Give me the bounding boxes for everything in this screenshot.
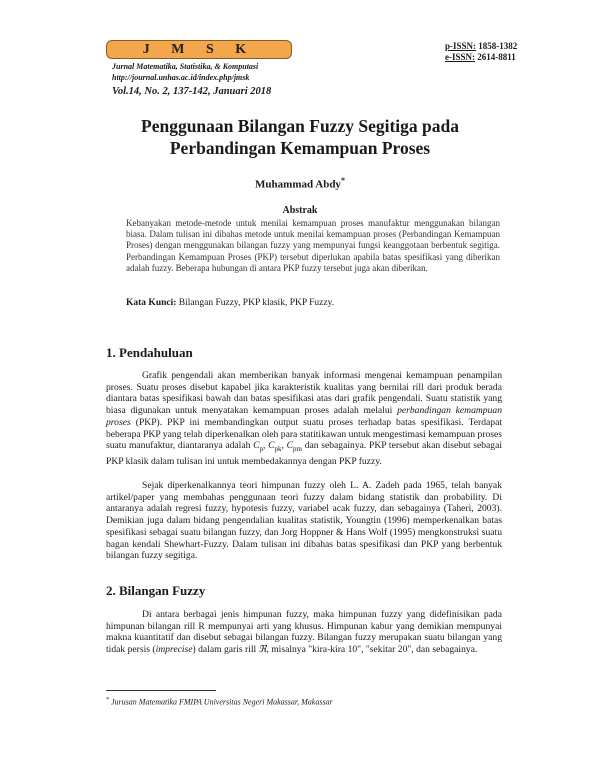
author xyxy=(100,176,500,191)
journal-name: Jurnal Matematika, Statistika, & Komputasi xyxy=(112,62,259,71)
e-issn-label: e-ISSN: xyxy=(445,52,476,62)
p1-text-c: sebagainya. PKP tersebut akan disebut sebagai PKP klasik dalam tulisan ini untuk membedakannya dengan PKP fuzzy. xyxy=(106,440,503,467)
paper-title xyxy=(100,115,500,159)
section-1-heading: 1. Pendahuluan xyxy=(106,345,193,360)
abstract-heading: Abstrak xyxy=(282,205,318,216)
e-issn-value: 2614-8811 xyxy=(477,52,516,62)
footnote xyxy=(106,697,333,707)
footnote-mark: * xyxy=(106,697,109,703)
section-2-heading: 2. Bilangan Fuzzy xyxy=(106,583,206,598)
author-footnote-mark: * xyxy=(340,176,345,185)
p1-text-b: (PKP). PKP ini membandingkan output suatu proses terhadap batas spesifikasi. Terdapat beberapa PKP yang telah diperkenalkan oleh para statitikawan untuk mengestimasi kemampuan proses suatu manufaktur, diantaranya adalah xyxy=(106,416,502,452)
s2-text-c: , misalnya "kira-kira 10", "sekitar 20", dan sebagainya. xyxy=(266,644,478,656)
p1-italic: perbandingan kemampuan proses xyxy=(106,405,502,428)
journal-url[interactable]: http://journal.unhas.ac.id/index.php/jmsk xyxy=(112,73,250,82)
s2-italic: imprecise xyxy=(155,644,193,656)
keywords-text: Bilangan Fuzzy, PKP klasik, PKP Fuzzy. xyxy=(178,298,335,308)
cpk-sub: pk xyxy=(274,445,282,454)
cpm-symbol: C xyxy=(286,440,294,452)
real-numbers-symbol: ℜ xyxy=(258,644,267,656)
section-1-paragraph-1: Grafik pengendali akan memberikan banyak informasi mengenai kemampuan penampilan proses. Suatu proses disebut kapabel jika karakteristik kualitas yang bernilai rill dari produk berada diantara batas spesifikasi bawah dan batas spesifikasi atas dari grafik pengendali. Suatu statistik yang biasa digunakan untuk menyatakan kemampuan proses adalah melalui perbandingan kemampuan proses (PKP). PKP ini membandingkan output suatu proses terhadap batas spesifikasi. Terdapat beberapa PKP yang telah diperkenalkan oleh para statitikawan untuk mengestimasi kemampuan proses suatu manufaktur, diantaranya adalah $C_p$, $C_{pk}$, $C_{pm}$ dan sebagainya. PKP tersebut akan disebut sebagai PKP klasik dalam tulisan ini untuk membedakannya dengan PKP fuzzy. xyxy=(106,370,503,467)
journal-logo: J M S K xyxy=(106,40,292,59)
cp-sub: p xyxy=(259,445,264,454)
cp-symbol: C xyxy=(253,440,260,452)
keywords-label: Kata Kunci: xyxy=(126,298,177,308)
s2-text-b: ) dalam garis rill xyxy=(192,644,257,656)
cpk-symbol: C xyxy=(268,440,275,452)
s2-text-a: Di antara berbagai jenis himpunan fuzzy, maka himpunan fuzzy yang didefinisikan pada himpunan bilangan rill R mempunyai arti yang khusus. Himpunan kabur yang demikian mempunyai makna kuantitatif dan disebut sebagai bilangan fuzzy. Bilangan fuzzy merupakan suatu bilangan yang tidak persis ( xyxy=(106,609,502,656)
title-line-2: Perbandingan Kemampuan Proses xyxy=(169,138,431,158)
title-line-1: Penggunaan Bilangan Fuzzy Segitiga pada xyxy=(141,116,459,136)
abstract-text: Kebanyakan metode-metode untuk menilai kemampuan proses manufaktur menggunakan bilangan biasa. Dalam tulisan ini dibahas metode untuk menilai kemampuan proses (Perbandingan Kemampuan Proses) dengan menggunakan bilangan fuzzy yang mempunyai fungsi keanggotaan berbentuk segitiga. Perbandingan Kemampuan Proses (PKP) tersebut diperlukan apabila batas spesifikasi yang diberikan adalah fuzzy. Beberapa hubungan di antara PKP fuzzy tersebut juga akan diberikan. xyxy=(126,218,500,273)
cpm-sub: pm xyxy=(293,445,302,454)
section-2-paragraph-1 xyxy=(106,609,502,656)
p-issn-value: 1858-1382 xyxy=(478,41,518,51)
volume-info: Vol.14, No. 2, 137-142, Januari 2018 xyxy=(112,86,272,97)
p-issn-label: p-ISSN: xyxy=(445,41,477,51)
p-issn xyxy=(445,41,517,51)
author-name: Muhammad Abdy xyxy=(255,178,341,191)
keywords xyxy=(126,298,500,308)
footnote-text: Jurusan Matematika FMIPA Universitas Negeri Makassar, Makassar xyxy=(111,697,333,707)
p1-text-a: Grafik pengendali akan memberikan banyak informasi mengenai kemampuan penampilan proses. Suatu proses disebut kapabel jika karakteristik kualitas yang bernilai rill dari produk berada diantara batas spesifikasi bawah dan batas spesifikasi atas dari grafik pengendali. Suatu statistik yang biasa digunakan untuk menyatakan kemampuan proses adalah melalui xyxy=(106,370,502,417)
e-issn xyxy=(445,52,516,62)
section-1-paragraph-2: Sejak diperkenalkannya teori himpunan fuzzy oleh L. A. Zadeh pada 1965, telah banyak artikel/paper yang membahas penggunaan teori fuzzy dalam bidang statistik dan probability. Di antaranya adalah regresi fuzzy, hypotesis fuzzy, variabel acak fuzzy, dan sebagainya (Taheri, 2003). Demikian juga dalam bidang pengendalian kualitas statistik, Youngtin (1996) memperkenalkan batas spesifikasi sebagai suatu bilangan fuzzy, dan Jorg Hoppner & Hans Wolf (1995) mengkonstruksi suatu bagan kendali Shewhart-Fuzzy. Dalam tulisan ini dibahas batas spesifikasi dan PKP yang berbentuk bilangan fuzzy segitiga. xyxy=(106,480,502,562)
footnote-divider xyxy=(106,690,216,691)
